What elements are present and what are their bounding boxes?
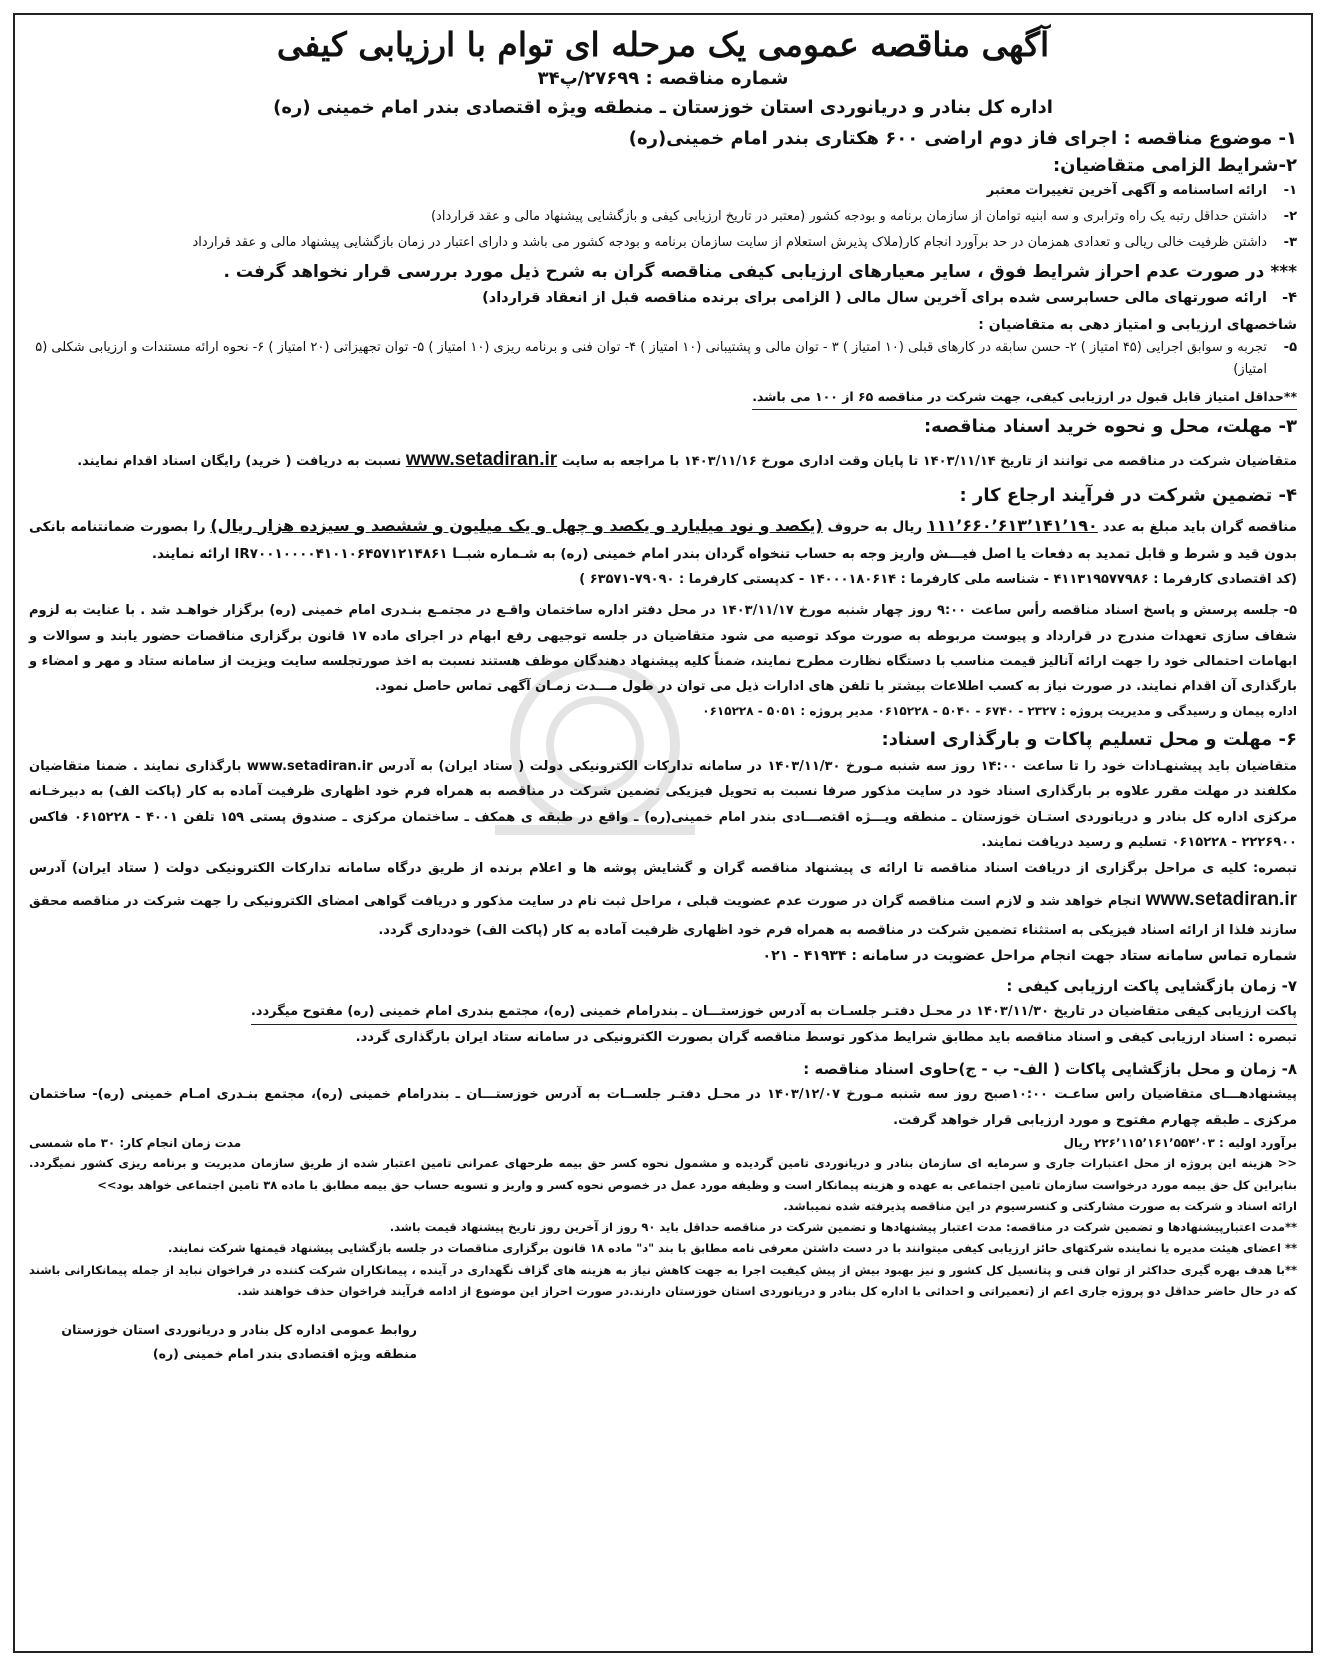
item-number: ۳- (1283, 235, 1297, 251)
notice-title: آگهی مناقصه عمومی یک مرحله ای توام با ارزیابی کیفی (276, 25, 1050, 64)
section-6-text: متقاضیان باید پیشنهـادات خود را تا ساعت ۱۴:۰۰ روز سه شنبه مـورخ ۱۴۰۳/۱۱/۳۰ در سامانه تدارکات الکترونیکی دولت ( ستاد ایران) به آدرس www.setadiran.ir بارگذاری نمایند . ضمنا متقاضیان مکلفند در مهلت مقرر علاوه بر بارگذاری اسناد خود در سایت مذکور صرفا نسبت به تحویل فیزیکی تضمین شرکت در مناقصه به همراه فرم خود اظهاری ظرفیت آماده به کار (پاکت الف) به دبیرخـانه مرکزی اداره کل بنادر و دریانوردی استـان خوزستان ـ منطقه ویـــژه اقتصـــادی بندر امام خمینی(ره) ـ واقع در طبقه ی همکف ـ ساختمان مرکزی ـ صندوق پستی ۱۵۹ تلفن ۴۰۰۱ - ۰۶۱۵۲۲۸ فاکس ۲۲۲۶۹۰۰ - ۰۶۱۵۲۲۸ تسلیم و رسید دریافت نمایند. (29, 759, 1298, 851)
section-7-note: تبصره : اسناد ارزیابی کیفی و اسناد مناقصه باید مطابق شرایط مذکور توسط مناقصه گران بصورت الکترونیکی در سامانه ستاد ایران بارگذاری گردد. (355, 1029, 1297, 1045)
item-text: تجربه و سوابق اجرایی (۴۵ امتیاز ) ۲- حسن سابقه در کارهای قبلی (۱۰ امتیاز ) ۳ - توان مالی و پشتیبانی (۱۰ امتیاز ) ۴- توان فنی و برنامه ریزی (۱۰ امتیاز ) ۵- توان تجهیزاتی (۲۰ امتیاز ) ۶- نحوه ارائه مستندات و ارزیابی شکلی (۵ امتیاز) (35, 339, 1267, 378)
item-number: ۲- (1283, 209, 1297, 225)
estimate-row (29, 1133, 1297, 1153)
requirement-item (29, 180, 1297, 202)
criteria-heading: شاخصهای ارزیابی و امتیاز دهی به متقاضیان : (978, 316, 1297, 333)
tender-notice (13, 13, 1313, 1653)
signature-block (29, 1318, 1297, 1366)
insurance-note: << هزینه این پروژه از محل اعتبارات جاری و سرمایه ای سازمان بنادر و دریانوردی تامین گردیده و مشمول نحوه کسر حق بیمه طرحهای عمرانی تامین اعتبار شده از طریق سازمان مدیریت و برنامه ریزی کشور نمیگردد. بنابراین کل حق بیمه مورد درخواست سازمان تامین اجتماعی به عهده و هزینه پیمانکار است و وظیفه مورد عمل در خصوص نحوه کسر و واریز و تسویه حساب حق بیمه مطابق با ماده ۳۸ تامین اجتماعی خواهد بود>> (29, 1156, 1297, 1192)
section-3-heading: ۳- مهلت، محل و نحوه خرید اسناد مناقصه: (923, 416, 1297, 438)
section-3-text-b: نسبت به دریافت ( خرید) رایگان اسناد اقدام نمایند. (77, 454, 402, 470)
tender-number: شماره مناقصه : ۲۷۶۹۹/پ۳۴ (537, 68, 789, 89)
consortium-note: ارائه اسناد و شرکت به صورت مشارکتی و کنسرسیوم در این مناقصه پذیرفته شده نمیباشد. (783, 1198, 1297, 1213)
requirement-item (29, 206, 1297, 228)
conditions-star-note: *** در صورت عدم احراز شرایط فوق ، سایر معیارهای ارزیابی کیفی مناقصه گران به شرح ذیل مورد بررسی قرار نخواهد گرفت . (223, 262, 1297, 283)
section-1-subject: ۱- موضوع مناقصه : اجرای فاز دوم اراضی ۶۰۰ هکتاری بندر امام خمینی(ره) (628, 128, 1297, 149)
initial-estimate: برآورد اولیه : ۲۲۶٬۱۱۵٬۱۶۱٬۵۵۴٬۰۳ ریال (1063, 1135, 1297, 1150)
item-text: ارائه صورتهای مالی حسابرسی شده برای آخرین سال مالی ( الزامی برای برنده مناقصه قبل از انعقاد قرارداد) (482, 290, 1267, 307)
setadiran-link[interactable]: www.setadiran.ir (405, 449, 558, 471)
item-text: داشتن حداقل رتبه یک راه وترابری و سه ابنیه توامان از سازمان برنامه و بودجه کشور (معتبر در تاریخ ارزیابی کیفی و بازگشایی پیشنهاد مالی و عقد قرارداد) (430, 209, 1267, 225)
section-5-text: ۵- جلسه پرسش و پاسخ اسناد مناقصه رأس ساعت ۹:۰۰ روز چهار شنبه مورخ ۱۴۰۳/۱۱/۱۷ در محل دفتر اداره ساختمان واقـع در مجتمـع بنـدری امام خمینی (ره) برگزار خواهـد شد . با عنایت به لزوم شفاف سازی تعهدات مندرج در قرارداد و پیوست مربوطه به صورت موکد توصیه می شود متقاضیان در جلسه توجیهی رفع ابهام در اجرای ماده ۱۷ قانون برگزاری مناقصات حضور یابند و سوالات و ابهامات احتمالی خود را جهت ارائه آنالیز قیمت مناسب با دستگاه نظارت مطرح نمایند، ضمناً کلیه پیشنهاد دهندگان موظف هستند نسبت به اخذ صورتجلسه سایت ویزیت از سامانه ستاد و مهر و امضاء و بارگذاری آن اقدام نمایند. در صورت نیاز به کسب اطلاعات بیشتر با تلفن های ادارات ذیل می توان در طول مـــدت زمـان آگهی تماس حاصل نمود. (29, 603, 1297, 695)
section-6-note-a: تبصره: کلیه ی مراحل برگزاری از دریافت اسناد مناقصه تا ارائه ی پیشنهاد مناقصه گران و گشایش پوشه ها و اعلام برنده از طریق درگاه سامانه تدارکات الکترونیکی دولت ( ستاد ایران) آدرس (29, 860, 1297, 876)
setad-contact: شماره تماس سامانه ستاد جهت انجام مراحل عضویت در سامانه : ۴۱۹۳۴ - ۰۲۱ (762, 948, 1297, 965)
section-6-heading: ۶- مهلت و محل تسلیم پاکات و بارگذاری اسناد: (881, 729, 1297, 751)
signature-line-1: روابط عمومی اداره کل بنادر و دریانوردی استان خوزستان (61, 1322, 417, 1338)
section-8-text: پیشنهادهـــای متقاضیان راس ساعـت ۱۰:۰۰صبح روز سه شنبه مـورخ ۱۴۰۳/۱۲/۰۷ در محـل دفتـر جلســات به آدرس خوزستـــان ـ بندرامام خمینی (ره)، مجتمع بنـدری امـام خمینی (ره)- ساختمان مرکزی ـ طبقه چهارم مفتوح و مورد ارزیابی قرار خواهد گرفت. (29, 1087, 1297, 1128)
employer-codes: (کد اقتصادی کارفرما : ۴۱۱۳۱۹۵۷۷۹۸۶ - شناسه ملی کارفرما : ۱۴۰۰۰۱۸۰۶۱۴ - کدپستی کارفرما : ۷۹۰۹۰-۶۳۵۷۱ ) (579, 572, 1297, 588)
section-3-text-a: متقاضیان شرکت در مناقصه می توانند از تاریخ ۱۴۰۳/۱۱/۱۴ تا پایان وقت اداری مورخ ۱۴۰۳/۱۱/۱۶ با مراجعه به سایت (561, 454, 1297, 470)
guarantee-amount: ۱۱۱٬۶۶۰٬۶۱۳٬۱۴۱٬۱۹۰ (926, 515, 1098, 535)
section-2-heading: ۲-شرایط الزامی متقاضیان: (1052, 155, 1297, 176)
section-7-heading: ۷- زمان بازگشایی پاکت ارزیابی کیفی : (1006, 976, 1297, 995)
requirement-item (29, 286, 1297, 311)
section-8-heading: ۸- زمان و محل بازگشایی پاکات ( الف- ب - ج)حاوی اسناد مناقصه : (803, 1060, 1297, 1079)
requirement-item (29, 232, 1297, 254)
validity-note: **مدت اعتبارپیشنهادها و تضمین شرکت در مناقصه: مدت اعتبار پیشنهادها و تضمین شرکت در مناقصه حداقل باید ۹۰ روز از آخرین روز تاریخ پیشنهاد قیمت باشد. (389, 1220, 1297, 1235)
guarantee-amount-words: (یکصد و نود میلیارد و یکصد و چهل و یک میلیون و ششصد و سیزده هزار ریال) (210, 515, 823, 535)
board-members-note: ** اعضای هیئت مدیره یا نماینده شرکتهای حائز ارزیابی کیفی میتوانند با در دست داشتن معرفی نامه مطابق با بند "د" ماده ۱۸ قانون برگزاری مناقصات در جلسه بازگشایی پیشنهاد قیمتها شرکت نمایند. (168, 1241, 1297, 1256)
item-number: ۴- (1282, 290, 1297, 307)
section-4-text-a: مناقصه گران باید مبلغ به عدد (1102, 518, 1298, 535)
work-duration: مدت زمان انجام کار: ۳۰ ماه شمسی (29, 1135, 242, 1150)
section-6-note-b: انجام خواهد شد و لازم است مناقصه گران در صورت عدم عضویت قبلی ، مراحل ثبت نام در سایت مذکور و دریافت گواهی امضای الکترونیکی را جهت شرکت در مناقصه محقق سازند فلذا از ارائه اسناد فیزیکی به استثناء تضمین شرکت در مناقصه به همراه فرم خود اظهاری ظرفیت آماده به کار (پاکت الف) خودداری گردد. (29, 893, 1297, 938)
section-6-note (29, 856, 1297, 944)
section-5-contacts: اداره پیمان و رسیدگی و مدیریت پروژه : ۲۳۲۷ - ۶۷۴۰ - ۵۰۴۰ - ۰۶۱۵۲۲۸ مدیر پروژه : ۵۰۵۱ - ۰۶۱۵۲۲۸ (702, 703, 1297, 718)
section-4-text-c: را بصورت ضمانتنامه بانکی بدون قید و شرط و قابل تمدید به دفعات یا اصل فیـــش واریز وجه به حساب تنخواه گردان بندر امام خمینی (ره) به شـماره شبــا IR۷۰۰۱۰۰۰۰۴۱۰۱۰۶۴۵۷۱۲۱۴۸۶۱ ارائه نمایند. (29, 518, 1297, 562)
section-4-heading: ۴- تضمین شرکت در فرآیند ارجاع کار : (959, 484, 1297, 506)
section-4-text-b: ریال به حروف (827, 518, 923, 535)
requirement-item (29, 337, 1297, 381)
item-text: داشتن ظرفیت خالی ریالی و تعدادی همزمان در حد برآورد انجام کار(ملاک پذیرش استعلام از سایت سازمان برنامه و بودجه کشور می باشد و دارای اعتبار در زمان بازگشایی پیشنهاد مالی و عقد قرارداد (192, 235, 1267, 251)
item-text: ارائه اساسنامه و آگهی آخرین تغییرات معتبر (986, 183, 1267, 198)
contractor-limit-note: **با هدف بهره گیری حداکثر از توان فنی و پتانسیل کل کشور و نیز بهبود بیش از پیش کیفیت اجرا به جهت کاهش نیاز به هزینه های گزاف نگهداری در آینده ، پیمانکاران شرکت کننده در فراخوان نباید از جمله پیمانکارانی باشند که در حال حاضر حداقل دو پروژه جاری اعم از (تعمیراتی و احداثی با اداره کل بنادر و دریانوردی استان خوزستان دارند.در صورت احراز این موضوع از ادامه فرآیند فراخوان حذف خواهند شد. (29, 1262, 1297, 1298)
section-7-text: پاکت ارزیابی کیفی متقاضیان در تاریخ ۱۴۰۳/۱۱/۳۰ در محـل دفتـر جلسـات به آدرس خوزستـــان ـ بندرامام خمینی (ره)، مجتمع بندری امام خمینی (ره) مفتوح میگردد. (251, 999, 1297, 1025)
setadiran-link[interactable]: www.setadiran.ir (1145, 888, 1298, 910)
signature-line-2: منطقه ویژه اقتصادی بندر امام خمینی (ره) (152, 1345, 417, 1361)
organization-name: اداره کل بنادر و دریانوردی استان خوزستان ـ منطقه ویژه اقتصادی بندر امام خمینی (ره) (273, 97, 1053, 118)
min-score-note: **حداقل امتیاز قابل قبول در ارزیابی کیفی، جهت شرکت در مناقصه ۶۵ از ۱۰۰ می باشد. (752, 385, 1297, 410)
item-number: ۱- (1283, 183, 1297, 198)
item-number: ۵- (1283, 339, 1297, 355)
section-4-text (29, 510, 1297, 568)
section-3-text (29, 441, 1297, 478)
